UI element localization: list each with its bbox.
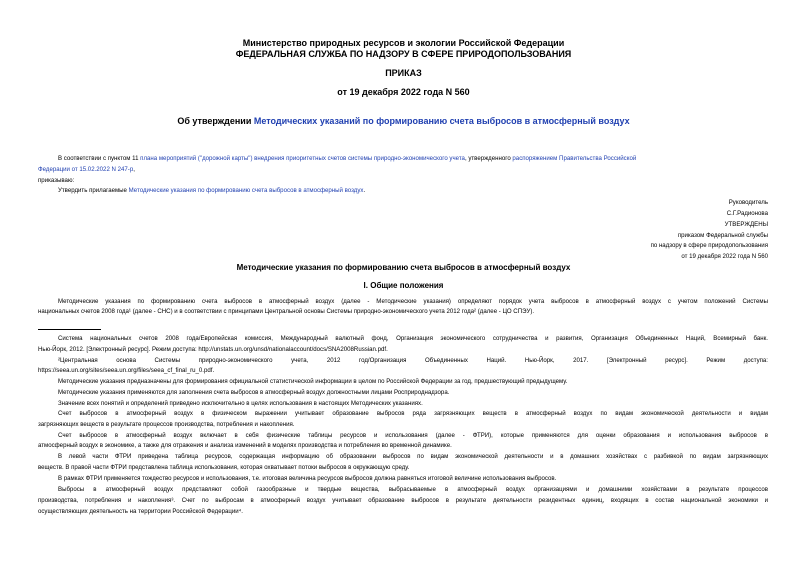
body-line-13: осуществляющих деятельность на территории Российской Федерации⁴. bbox=[38, 508, 243, 515]
approval-line-4: от 19 декабря 2022 года N 560 bbox=[681, 253, 768, 260]
approval-line-1: УТВЕРЖДЕНЫ bbox=[724, 221, 768, 228]
footnote-1-line-2: Нью-Йорк, 2012. [Электронный ресурс]. Режим доступа: http://unstats.un.org/unsd/nationalaccount/docs/SNA2008Russian.pdf. bbox=[38, 346, 388, 353]
body-line-9: веществ. В правой части ФТРИ представлена таблица использования, которая охватывает потоки выбросов в окружающую среду. bbox=[38, 464, 410, 471]
approval-line-2: приказом Федеральной службы bbox=[677, 232, 768, 239]
approve-line bbox=[58, 187, 365, 194]
preamble-line-1 bbox=[58, 155, 636, 162]
body-line-5: загрязняющих веществ в результате процессов производства, потребления и накопления. bbox=[38, 421, 295, 428]
body-line-11: Выбросы в атмосферный воздух представляют собой газообразные и твердые вещества, выбрасываемые в атмосферный воздух организациями и домашними хозяйствами в результате процессов bbox=[58, 486, 768, 493]
subject-prefix: Об утверждении bbox=[177, 116, 254, 126]
approve-text: Утвердить прилагаемые bbox=[58, 187, 129, 194]
body-line-7: атмосферный воздух в экономике, а также для отражения и анализа изменений в моделях производства и потребления во временной динамике. bbox=[38, 442, 452, 449]
preamble-text-b: , утвержденного bbox=[464, 155, 513, 162]
guidelines-title: Методические указания по формированию счета выбросов в атмосферный воздух bbox=[236, 263, 571, 272]
preamble-text-a: В соответствии с пунктом 11 bbox=[58, 155, 141, 162]
preamble-comma: , bbox=[133, 166, 135, 173]
guidelines-link[interactable]: Методические указания по формированию счета выбросов в атмосферный воздух bbox=[128, 187, 364, 194]
service-title: ФЕДЕРАЛЬНАЯ СЛУЖБА ПО НАДЗОРУ В СФЕРЕ ПРИРОДОПОЛЬЗОВАНИЯ bbox=[235, 49, 572, 59]
roadmap-link[interactable]: плана мероприятий ("дорожной карты") внедрения приоритетных счетов системы природно-экономического учета bbox=[140, 155, 465, 162]
section-heading: I. Общие положения bbox=[363, 281, 444, 290]
body-line-1: Методические указания предназначены для формирования официальной статистической информации в целом по Российской Федерации за год, предшествующий предыдущему. bbox=[58, 378, 568, 385]
document-type: ПРИКАЗ bbox=[385, 68, 422, 78]
subject-link[interactable]: Методических указаний по формированию счета выбросов в атмосферный воздух bbox=[253, 116, 630, 126]
signature-role: Руководитель bbox=[728, 199, 768, 206]
order-word: приказываю: bbox=[38, 177, 75, 184]
body-line-3: Значение всех понятий и определений приведено исключительно в целях использования в настоящих Методических указаниях. bbox=[58, 400, 423, 407]
body-line-8: В левой части ФТРИ приведена таблица ресурсов, содержащая информацию об образовании выбросов по видам экономической деятельности и в домашних хозяйствах с разбивкой по видам загрязняющих bbox=[58, 453, 768, 460]
body-line-10: В рамках ФТРИ применяется тождество ресурсов и использования, т.е. итоговая величина ресурсов выбросов должна равняться итоговой величине использования выбросов. bbox=[58, 475, 557, 482]
footnote-1-line-1: Система национальных счетов 2008 года/Европейская комиссия, Международный валютный фонд, Организация экономического сотрудничества и развития, Организация Объединенных Наций, Всемирный банк. bbox=[58, 335, 768, 342]
body-line-6: Счет выбросов в атмосферный воздух включает в себя физические таблицы ресурсов и использования (далее - ФТРИ), которые применяются для оценки образования и использования выбросов в bbox=[58, 432, 768, 439]
main-para-line-2: национальных счетов 2008 года¹ (далее - СНС) и в соответствии с принципами Центральной основы Системы природно-экономического учета 2012 года² (далее - ЦО СПЭУ). bbox=[38, 308, 535, 315]
document-subject bbox=[0, 116, 807, 126]
decree-date-link[interactable]: Федерации от 15.02.2022 N 247-р bbox=[38, 166, 134, 173]
approval-line-3: по надзору в сфере природопользования bbox=[650, 242, 768, 249]
footnote-separator bbox=[38, 329, 101, 330]
body-line-12: производства, потребления и накопления³. Счет по выбросам в атмосферный воздух учитывает образование выбросов в результате деятельности резидентных единиц, входящих в состав национальной экономики и bbox=[38, 497, 768, 504]
footnote-2-line-2: https://seea.un.org/sites/seea.un.org/files/seea_cf_final_ru_0.pdf. bbox=[38, 367, 215, 374]
body-line-2: Методические указания применяются для заполнения счета выбросов в атмосферный воздух должностными лицами Росприроднадзора. bbox=[58, 389, 450, 396]
document-date: от 19 декабря 2022 года N 560 bbox=[337, 87, 470, 97]
signature-name: С.Г.Радионова bbox=[726, 210, 768, 217]
decree-link[interactable]: распоряжением Правительства Российской bbox=[512, 155, 637, 162]
approve-period: . bbox=[363, 187, 366, 194]
ministry-title: Министерство природных ресурсов и экологии Российской Федерации bbox=[242, 38, 565, 48]
main-para-line-1: Методические указания по формированию счета выбросов в атмосферный воздух (далее - Методические указания) определяют порядок учета выбросов в атмосферный воздух с учетом положений Системы bbox=[58, 298, 768, 305]
footnote-2-line-1: ²Центральная основа Системы природно-экономического учета, 2012 год/Организация Объединенных Наций. Нью-Йорк, 2017. [Электронный ресурс]. Режим доступа: bbox=[58, 357, 768, 364]
body-line-4: Счет выбросов в атмосферный воздух в физическом выражении учитывает образование выбросов ряда загрязняющих веществ в атмосферный воздух по видам экономической деятельности и видам bbox=[58, 410, 768, 417]
preamble-line-2 bbox=[38, 166, 135, 173]
